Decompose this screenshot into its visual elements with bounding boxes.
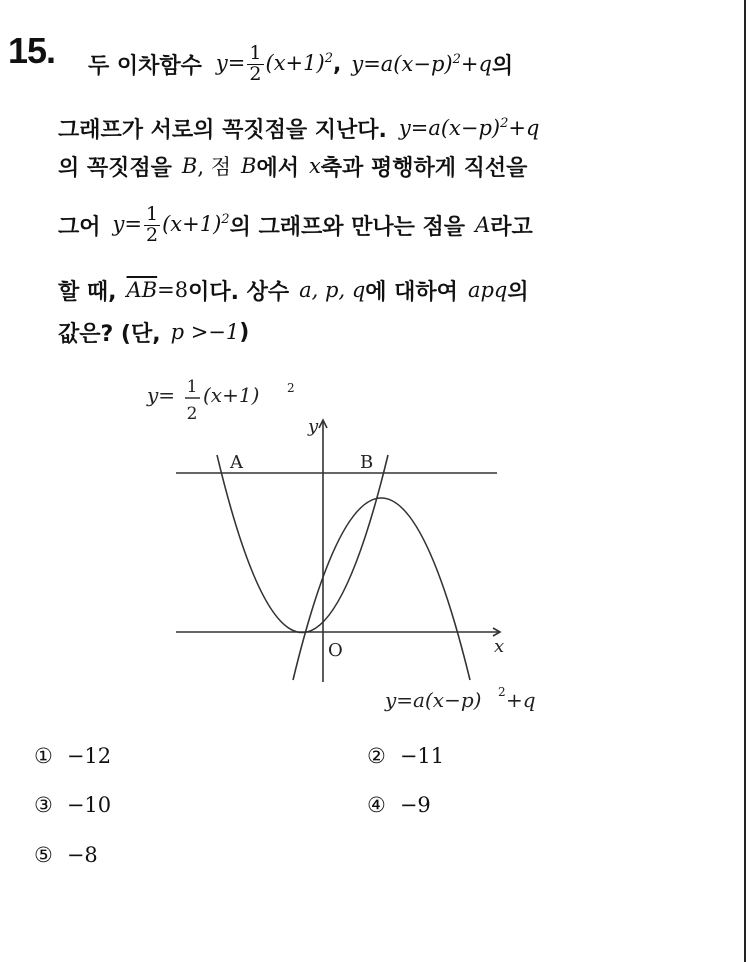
graph-figure <box>0 360 750 720</box>
svg-text:1: 1 <box>186 377 198 397</box>
problem-line-4: 그어 y= $\frac{1}{2}$ $(x+1)^2$ 의 그래프와 만나는 점을 A 라고 <box>58 202 533 246</box>
problem-line-1: 두 이차함수 y= $\frac{1}{2}$ $(x+1)^2$ , $y=a(x-p)^2+q$ 의 <box>88 41 514 85</box>
svg-text:2: 2 <box>287 381 295 395</box>
svg-text:+q: +q <box>506 688 536 712</box>
formula-f2: $y=a(x-p)^2+q$ <box>398 116 540 140</box>
question-number: 15. <box>8 30 56 71</box>
fraction-half: $\frac{1}{2}$ <box>146 202 159 246</box>
svg-text:2: 2 <box>186 404 198 424</box>
svg-text:2: 2 <box>498 685 506 699</box>
problem-text: 그래프가 서로의 꼭짓점을 지난다. <box>58 117 387 143</box>
problem-text: 두 이차함수 <box>88 53 202 79</box>
parabola-f2 <box>293 498 470 680</box>
svg-text:(x+1): (x+1) <box>203 383 260 407</box>
formula-f2: $y=a(x-p)^2+q$ <box>351 52 492 76</box>
svg-text:y=a(x−p): y=a(x−p) <box>385 688 482 712</box>
choice-3[interactable]: ③ −10 <box>34 793 112 817</box>
origin-label: O <box>328 640 343 661</box>
problem-line-5: 할 때, $\overline{AB}$ = 8 이다. 상수 a, p, q 에 대하여 apq 의 <box>58 278 529 305</box>
choice-1[interactable]: ① −12 <box>34 744 112 768</box>
point-A-label: A <box>230 452 243 473</box>
choice-4[interactable]: ④ −9 <box>367 793 431 817</box>
segment-AB: $\overline{AB}$ <box>126 278 158 302</box>
problem-line-3: 의 꼭짓점을 B , 점 B 에서 x 축과 평행하게 직선을 <box>58 154 528 181</box>
label-f1 <box>146 377 295 424</box>
problem-line-2 <box>58 108 539 148</box>
choice-5[interactable]: ⑤ −8 <box>34 843 98 867</box>
problem-line-6: 값은? (단, p >−1 ) <box>58 319 250 347</box>
choice-2[interactable]: ② −11 <box>367 744 445 768</box>
fraction-half: $\frac{1}{2}$ <box>249 41 262 85</box>
point-B-label: B <box>360 452 374 473</box>
formula-f1: y= $\frac{1}{2}$ $(x+1)^2$ <box>112 202 230 246</box>
formula-f1: y= $\frac{1}{2}$ $(x+1)^2$ <box>215 41 333 85</box>
parabola-f1 <box>217 455 388 633</box>
label-f2 <box>384 685 536 712</box>
y-axis-label: y <box>308 416 319 437</box>
x-axis-label: x <box>494 636 505 657</box>
svg-text:y=: y= <box>147 383 176 407</box>
